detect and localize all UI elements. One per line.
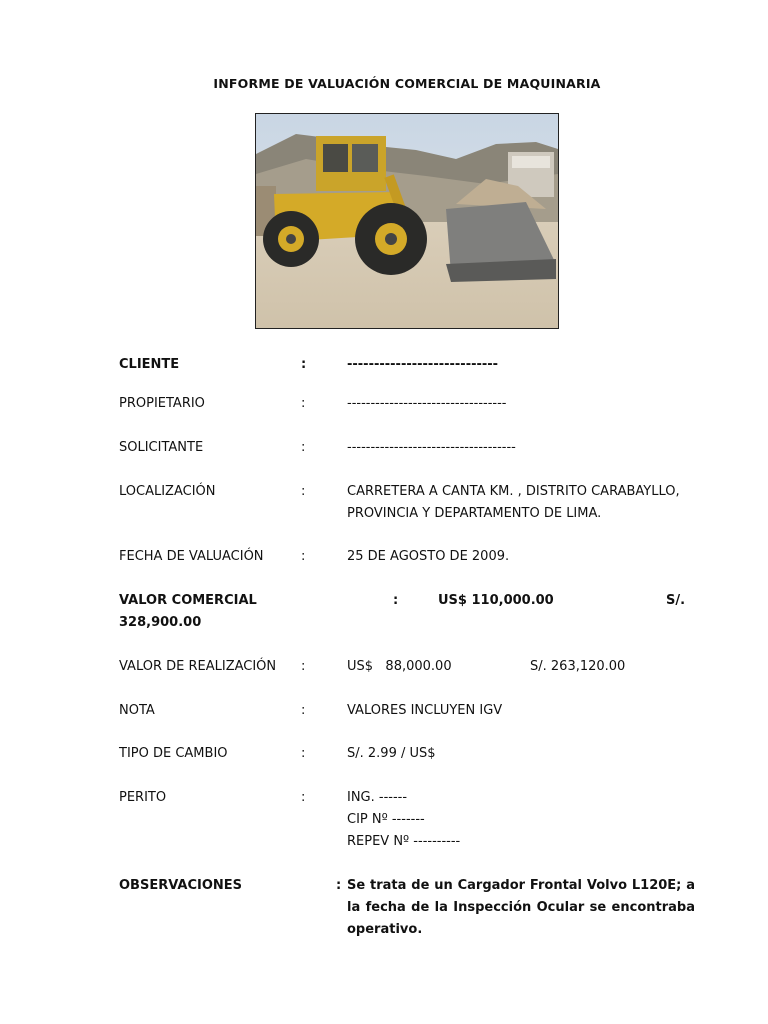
valor-comercial-colon: :	[393, 593, 399, 608]
tipo-cambio-label: TIPO DE CAMBIO	[119, 746, 228, 761]
fecha-label: FECHA DE VALUACIÓN	[119, 549, 264, 564]
valor-comercial-sol-value: 328,900.00	[119, 615, 202, 630]
valor-realizacion-colon: :	[301, 659, 306, 674]
valor-comercial-sol-prefix: S/.	[666, 593, 686, 608]
perito-line3: REPEV Nº ----------	[347, 834, 461, 849]
perito-line1: ING. ------	[347, 790, 408, 805]
propietario-colon: :	[301, 396, 306, 411]
observaciones-text: Se trata de un Cargador Frontal Volvo L120E; a la fecha de la Inspección Ocular se encontraba operativo.	[347, 878, 695, 937]
cliente-value: ----------------------------	[347, 357, 499, 372]
tipo-cambio-value: S/. 2.99 / US$	[347, 746, 436, 761]
perito-colon: :	[301, 790, 306, 805]
localizacion-label: LOCALIZACIÓN	[119, 484, 216, 499]
report-title: INFORME DE VALUACIÓN COMERCIAL DE MAQUINARIA	[213, 76, 601, 91]
perito-label: PERITO	[119, 790, 167, 805]
nota-value: VALORES INCLUYEN IGV	[347, 703, 503, 718]
localizacion-colon: :	[301, 484, 306, 499]
localizacion-line1: CARRETERA A CANTA KM. , DISTRITO CARABAYLLO,	[347, 484, 680, 499]
valor-comercial-usd: US$ 110,000.00	[438, 593, 554, 608]
valor-comercial-label: VALOR COMERCIAL	[119, 593, 257, 608]
observaciones-colon: :	[336, 878, 342, 893]
wheel-loader-photo	[255, 113, 559, 329]
propietario-label: PROPIETARIO	[119, 396, 205, 411]
solicitante-colon: :	[301, 440, 306, 455]
nota-label: NOTA	[119, 703, 155, 718]
tipo-cambio-colon: :	[301, 746, 306, 761]
valor-realizacion-sol: S/. 263,120.00	[530, 659, 626, 674]
observaciones-label: OBSERVACIONES	[119, 878, 243, 893]
localizacion-line2: PROVINCIA Y DEPARTAMENTO DE LIMA.	[347, 506, 602, 521]
fecha-colon: :	[301, 549, 306, 564]
cliente-colon: :	[301, 357, 307, 372]
fecha-value: 25 DE AGOSTO DE 2009.	[347, 549, 510, 564]
solicitante-label: SOLICITANTE	[119, 440, 204, 455]
valor-realizacion-label: VALOR DE REALIZACIÓN	[119, 659, 277, 674]
perito-line2: CIP Nº -------	[347, 812, 425, 827]
solicitante-value: ------------------------------------	[347, 440, 516, 455]
nota-colon: :	[301, 703, 306, 718]
propietario-value: ----------------------------------	[347, 396, 507, 411]
cliente-label: CLIENTE	[119, 357, 180, 372]
valor-realizacion-usd: US$ 88,000.00	[347, 659, 452, 674]
